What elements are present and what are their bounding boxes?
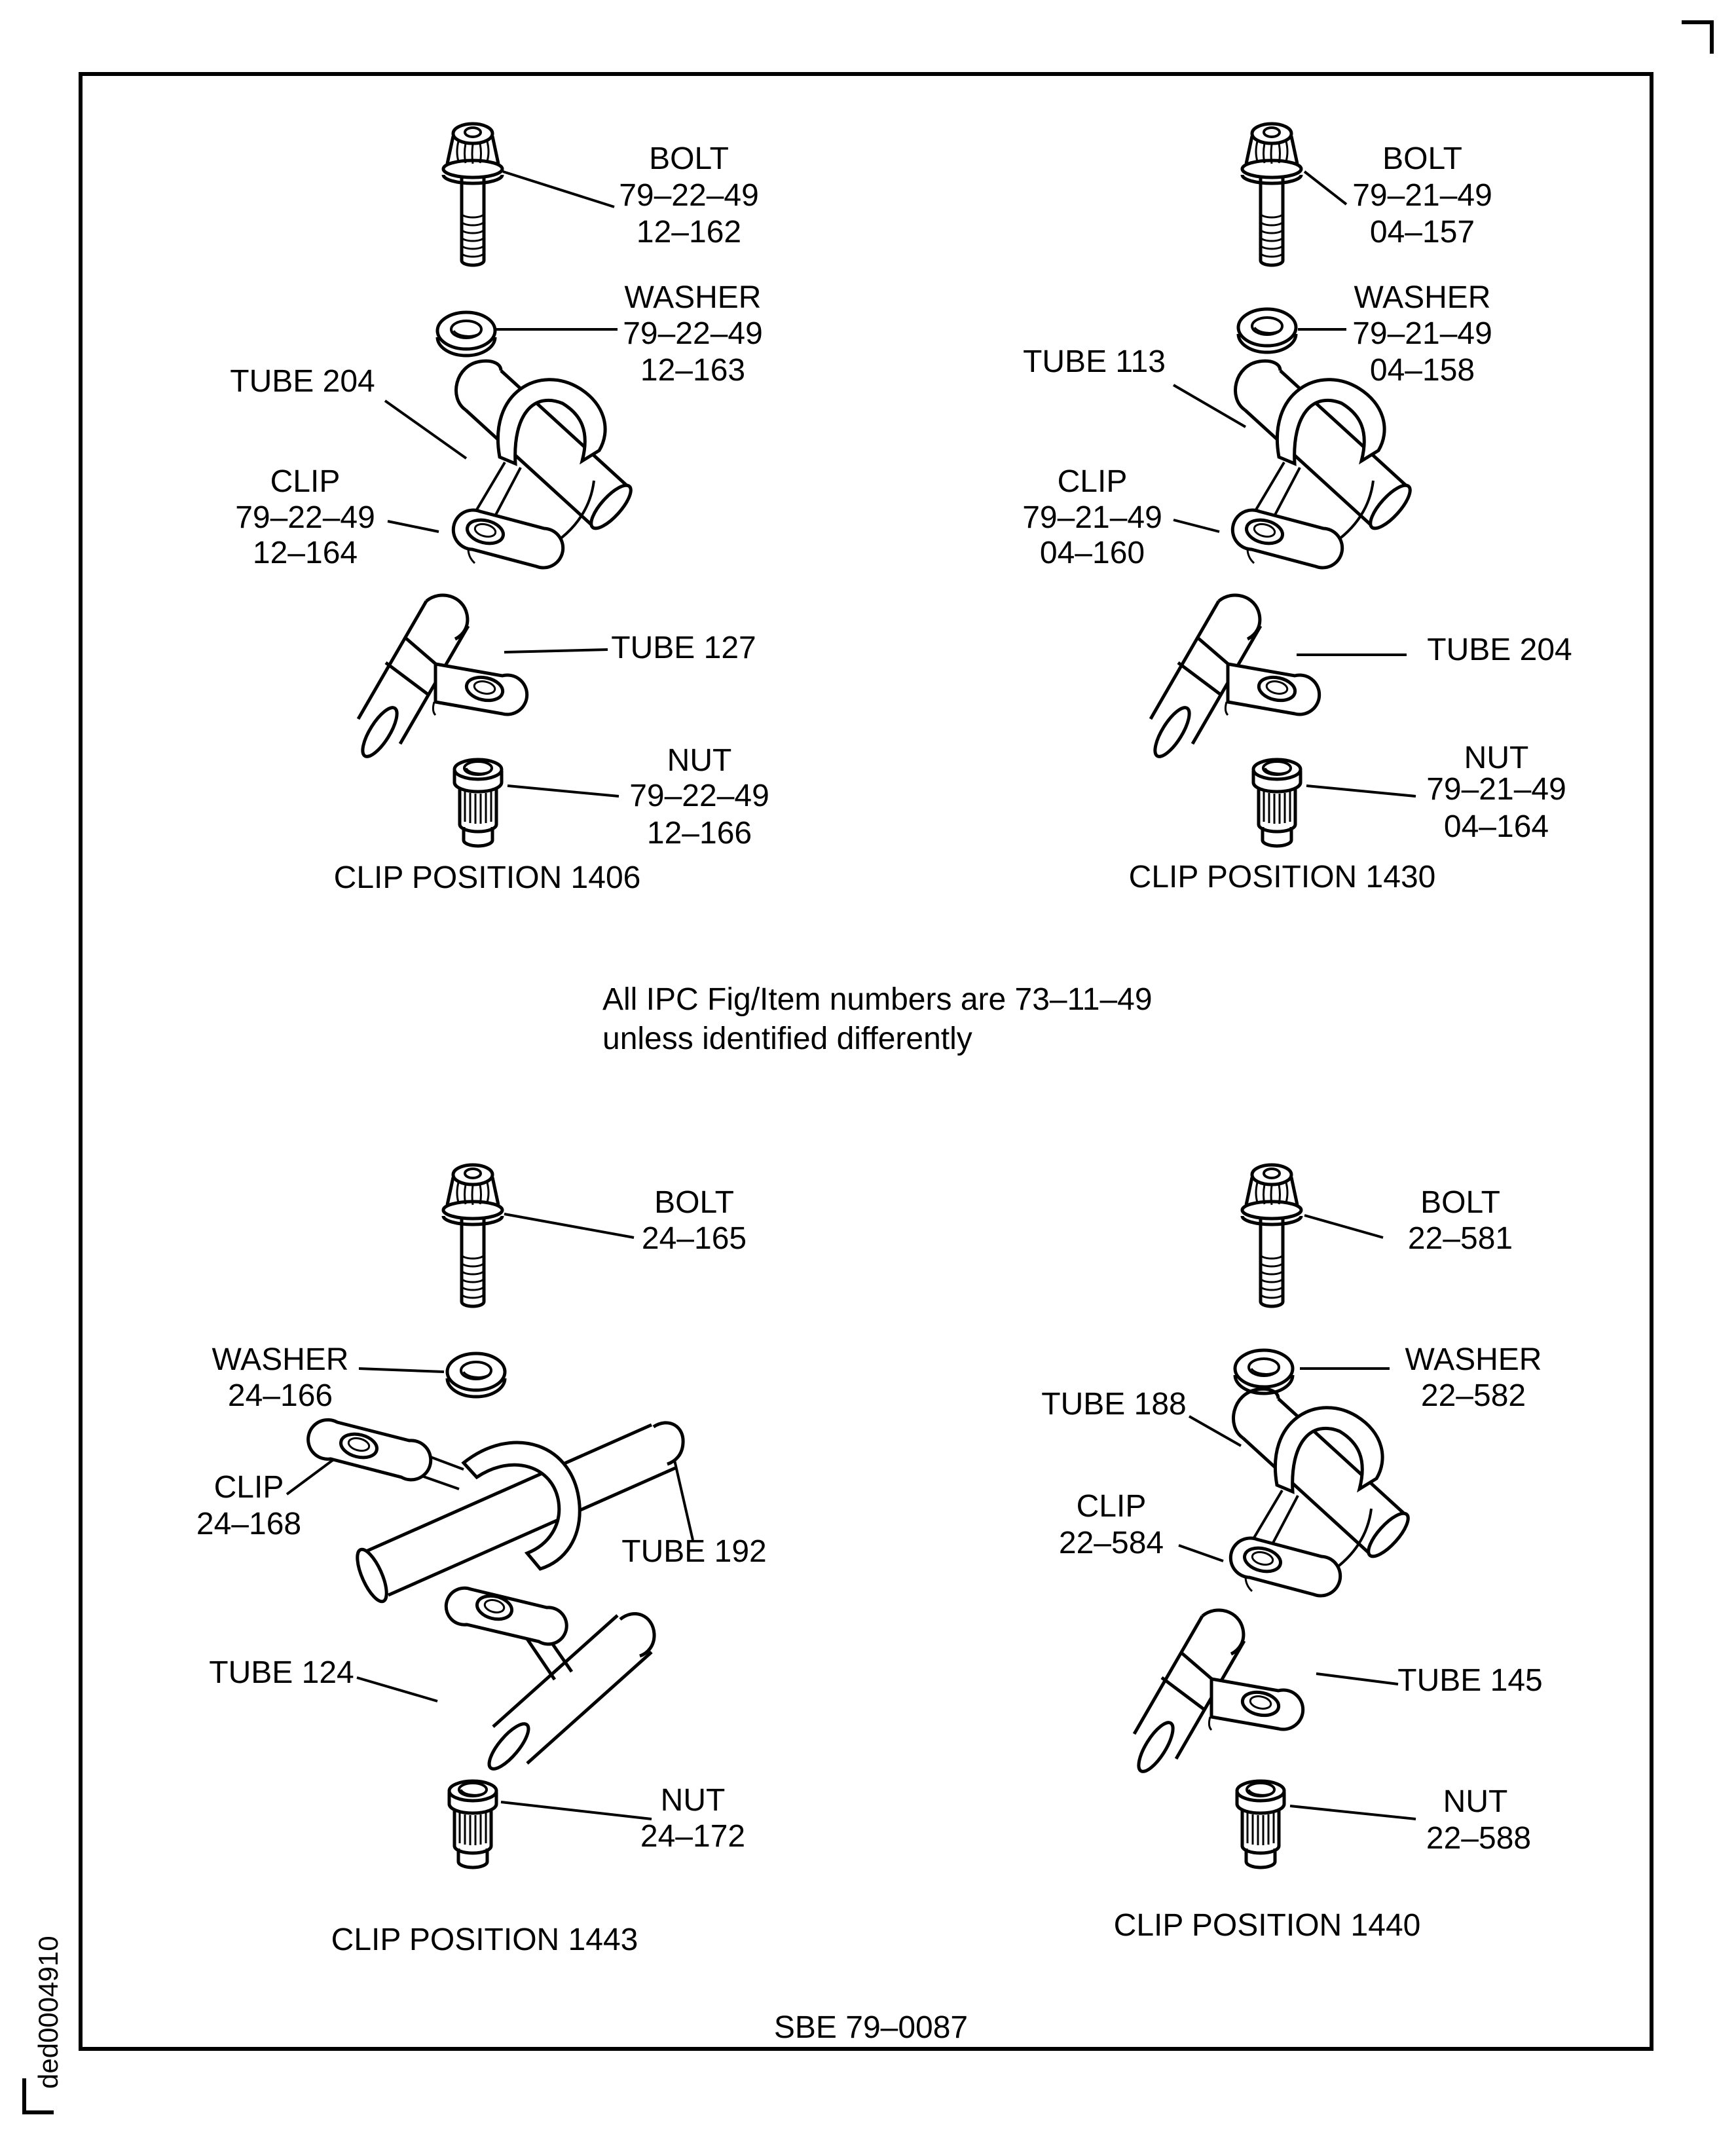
figure-clip-position-1430 bbox=[1022, 124, 1572, 894]
leader-line bbox=[504, 1214, 634, 1238]
figure-caption: CLIP POSITION 1406 bbox=[333, 860, 641, 895]
edge-code: ded0004910 bbox=[33, 1936, 64, 2089]
bolt-item: 24–165 bbox=[641, 1221, 747, 1256]
washer-item: 12–163 bbox=[640, 353, 746, 388]
corner-mark-top-right bbox=[1682, 22, 1712, 54]
clip-label: CLIP bbox=[1057, 464, 1128, 499]
nut-illustration bbox=[454, 760, 502, 846]
ipc-note-line1: All IPC Fig/Item numbers are 73–11–49 bbox=[602, 982, 1153, 1017]
leader-line bbox=[508, 786, 619, 796]
tube-upper-label: TUBE 204 bbox=[230, 364, 375, 399]
nut-fig: 79–22–49 bbox=[629, 779, 769, 813]
bolt-item: 22–581 bbox=[1407, 1221, 1513, 1256]
figure-clip-position-1443 bbox=[196, 1165, 767, 1957]
clip-label: CLIP bbox=[1076, 1489, 1147, 1524]
nut-label: NUT bbox=[667, 743, 732, 778]
washer-illustration bbox=[447, 1353, 505, 1397]
ipc-note-line2: unless identified differently bbox=[602, 1021, 972, 1056]
nut-label: NUT bbox=[660, 1783, 726, 1818]
tube-lower-label: TUBE 127 bbox=[611, 631, 756, 665]
leader-line bbox=[385, 401, 466, 458]
tube-strap-illustration bbox=[1149, 595, 1319, 761]
leader-line bbox=[1173, 520, 1219, 532]
tube-lower-label: TUBE 145 bbox=[1397, 1663, 1543, 1698]
washer-fig: 79–21–49 bbox=[1352, 316, 1492, 351]
nut-label: NUT bbox=[1443, 1784, 1508, 1819]
leader-line bbox=[1179, 1545, 1223, 1561]
nut-item: 12–166 bbox=[646, 816, 752, 851]
clip-fig: 79–21–49 bbox=[1022, 500, 1162, 535]
tube-strap-illustration bbox=[1132, 1610, 1302, 1776]
nut-item: 22–588 bbox=[1426, 1821, 1532, 1856]
tube-upper-label: TUBE 113 bbox=[1023, 344, 1166, 379]
washer-label: WASHER bbox=[212, 1342, 349, 1377]
leader-line bbox=[504, 650, 608, 652]
tube-upper-label: TUBE 192 bbox=[621, 1534, 767, 1569]
nut-label: NUT bbox=[1464, 741, 1529, 775]
washer-label: WASHER bbox=[1354, 280, 1491, 315]
clip-fig: 79–22–49 bbox=[235, 500, 375, 535]
figure-clip-position-1406 bbox=[230, 124, 769, 895]
leader-line bbox=[357, 1678, 437, 1701]
bolt-fig: 79–22–49 bbox=[619, 178, 759, 213]
washer-illustration bbox=[1238, 309, 1296, 352]
washer-illustration bbox=[437, 312, 495, 356]
clip-label: CLIP bbox=[270, 464, 341, 499]
tube-lower-label: TUBE 124 bbox=[209, 1655, 354, 1690]
bolt-label: BOLT bbox=[1420, 1185, 1500, 1220]
nut-item: 24–172 bbox=[640, 1819, 746, 1854]
figure-clip-position-1440 bbox=[1041, 1165, 1542, 1943]
bolt-item: 12–162 bbox=[636, 215, 742, 249]
clip-tube-illustration bbox=[1232, 361, 1416, 568]
clip-label: CLIP bbox=[213, 1470, 284, 1505]
figure-caption: CLIP POSITION 1430 bbox=[1128, 860, 1436, 894]
leader-line bbox=[501, 1802, 652, 1819]
leader-line bbox=[674, 1460, 693, 1540]
tube-lower-label: TUBE 204 bbox=[1427, 633, 1572, 667]
clip-item: 04–160 bbox=[1039, 536, 1145, 570]
leader-line bbox=[1304, 1215, 1383, 1238]
bolt-label: BOLT bbox=[654, 1185, 734, 1220]
clip-item: 12–164 bbox=[252, 536, 358, 570]
washer-illustration bbox=[1235, 1350, 1293, 1393]
figure-caption: CLIP POSITION 1443 bbox=[331, 1922, 638, 1957]
figure-caption: CLIP POSITION 1440 bbox=[1113, 1908, 1421, 1943]
bolt-label: BOLT bbox=[649, 141, 729, 176]
washer-label: WASHER bbox=[1405, 1342, 1542, 1377]
nut-illustration bbox=[1237, 1781, 1284, 1867]
leader-line bbox=[1304, 172, 1346, 204]
leader-line bbox=[1316, 1674, 1398, 1684]
nut-illustration bbox=[449, 1781, 496, 1867]
clip-tube-illustration bbox=[453, 361, 637, 568]
leader-line bbox=[287, 1460, 333, 1494]
bolt-illustration bbox=[1242, 1165, 1301, 1306]
leader-line bbox=[359, 1369, 444, 1372]
leader-line bbox=[388, 521, 439, 532]
leader-line bbox=[1306, 786, 1416, 796]
washer-item: 24–166 bbox=[227, 1378, 333, 1413]
clip-tube-illustration bbox=[1230, 1389, 1414, 1596]
clip-item: 22–584 bbox=[1058, 1526, 1164, 1560]
tube-upper-label: TUBE 188 bbox=[1041, 1387, 1187, 1422]
bolt-illustration bbox=[443, 1165, 502, 1306]
clip-tube-illustration bbox=[308, 1420, 684, 1605]
leader-line bbox=[503, 172, 614, 207]
nut-fig: 79–21–49 bbox=[1426, 772, 1566, 807]
bolt-fig: 79–21–49 bbox=[1352, 178, 1492, 213]
nut-illustration bbox=[1253, 760, 1301, 846]
clip-item: 24–168 bbox=[196, 1507, 302, 1541]
washer-fig: 79–22–49 bbox=[623, 316, 763, 351]
bolt-label: BOLT bbox=[1382, 141, 1462, 176]
leader-line bbox=[1290, 1806, 1416, 1819]
tube-strap-illustration bbox=[446, 1588, 654, 1774]
bolt-illustration bbox=[443, 124, 502, 265]
tube-strap-illustration bbox=[356, 595, 526, 761]
nut-item: 04–164 bbox=[1443, 809, 1549, 844]
bolt-illustration bbox=[1242, 124, 1301, 265]
washer-item: 22–582 bbox=[1420, 1378, 1526, 1413]
document-code: SBE 79–0087 bbox=[773, 2010, 969, 2045]
bolt-item: 04–157 bbox=[1369, 215, 1475, 249]
washer-label: WASHER bbox=[624, 280, 762, 315]
washer-item: 04–158 bbox=[1369, 353, 1475, 388]
